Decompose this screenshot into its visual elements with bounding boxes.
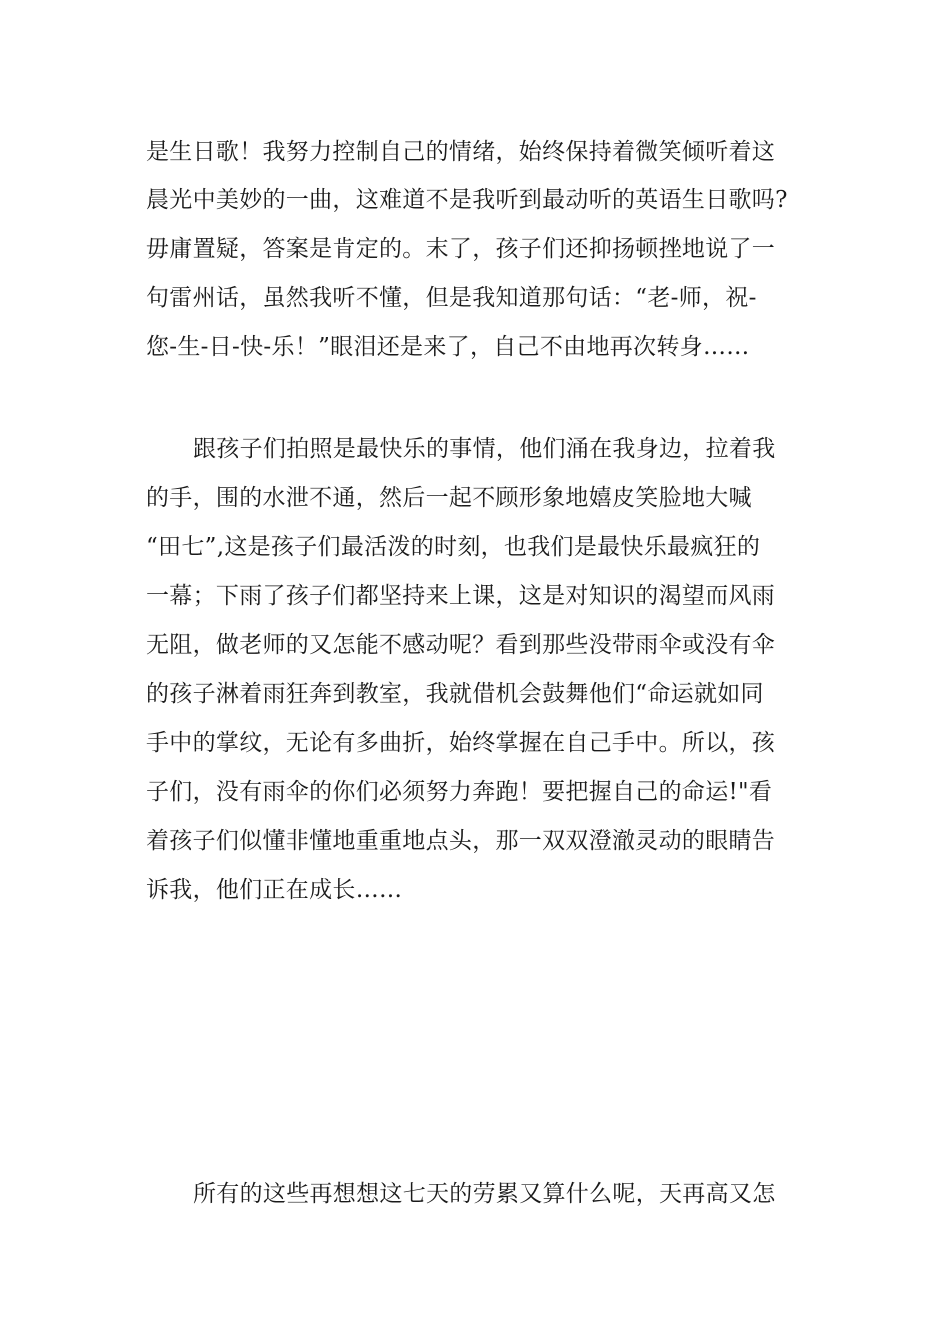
- text-line: 跟孩子们拍照是最快乐的事情，他们涌在我身边，拉着我: [193, 436, 776, 462]
- text-line: 的孩子淋着雨狂奔到教室，我就借机会鼓舞他们“命运就如同: [146, 681, 764, 707]
- text-line: 晨光中美妙的一曲，这难道不是我听到最动听的英语生日歌吗?: [146, 187, 788, 213]
- text-line: 一幕；下雨了孩子们都坚持来上课，这是对知识的渴望而风雨: [146, 583, 776, 609]
- text-line: 无阻，做老师的又怎能不感动呢？看到那些没带雨伞或没有伞: [146, 632, 776, 658]
- text-line: 毋庸置疑，答案是肯定的。末了，孩子们还抑扬顿挫地说了一: [146, 236, 776, 262]
- text-line: 是生日歌！我努力控制自己的情绪，始终保持着微笑倾听着这: [146, 139, 776, 165]
- text-line: 的手，围的水泄不通，然后一起不顾形象地嬉皮笑脸地大喊: [146, 485, 752, 511]
- text-line: 着孩子们似懂非懂地重重地点头，那一双双澄澈灵动的眼睛告: [146, 828, 776, 854]
- text-line: 子们，没有雨伞的你们必须努力奔跑！要把握自己的命运!"看: [146, 779, 773, 805]
- text-line: 手中的掌纹，无论有多曲折，始终掌握在自己手中。所以，孩: [146, 730, 776, 756]
- text-line: “田七”,这是孩子们最活泼的时刻，也我们是最快乐最疯狂的: [146, 534, 761, 560]
- text-line: 您-生-日-快-乐！”眼泪还是来了，自己不由地再次转身……: [146, 334, 750, 360]
- text-line: 诉我，他们正在成长……: [146, 877, 403, 903]
- text-line: 句雷州话，虽然我听不懂，但是我知道那句话：“老-师，祝-: [146, 285, 757, 311]
- text-line: 所有的这些再想想这七天的劳累又算什么呢，天再高又怎: [193, 1181, 776, 1207]
